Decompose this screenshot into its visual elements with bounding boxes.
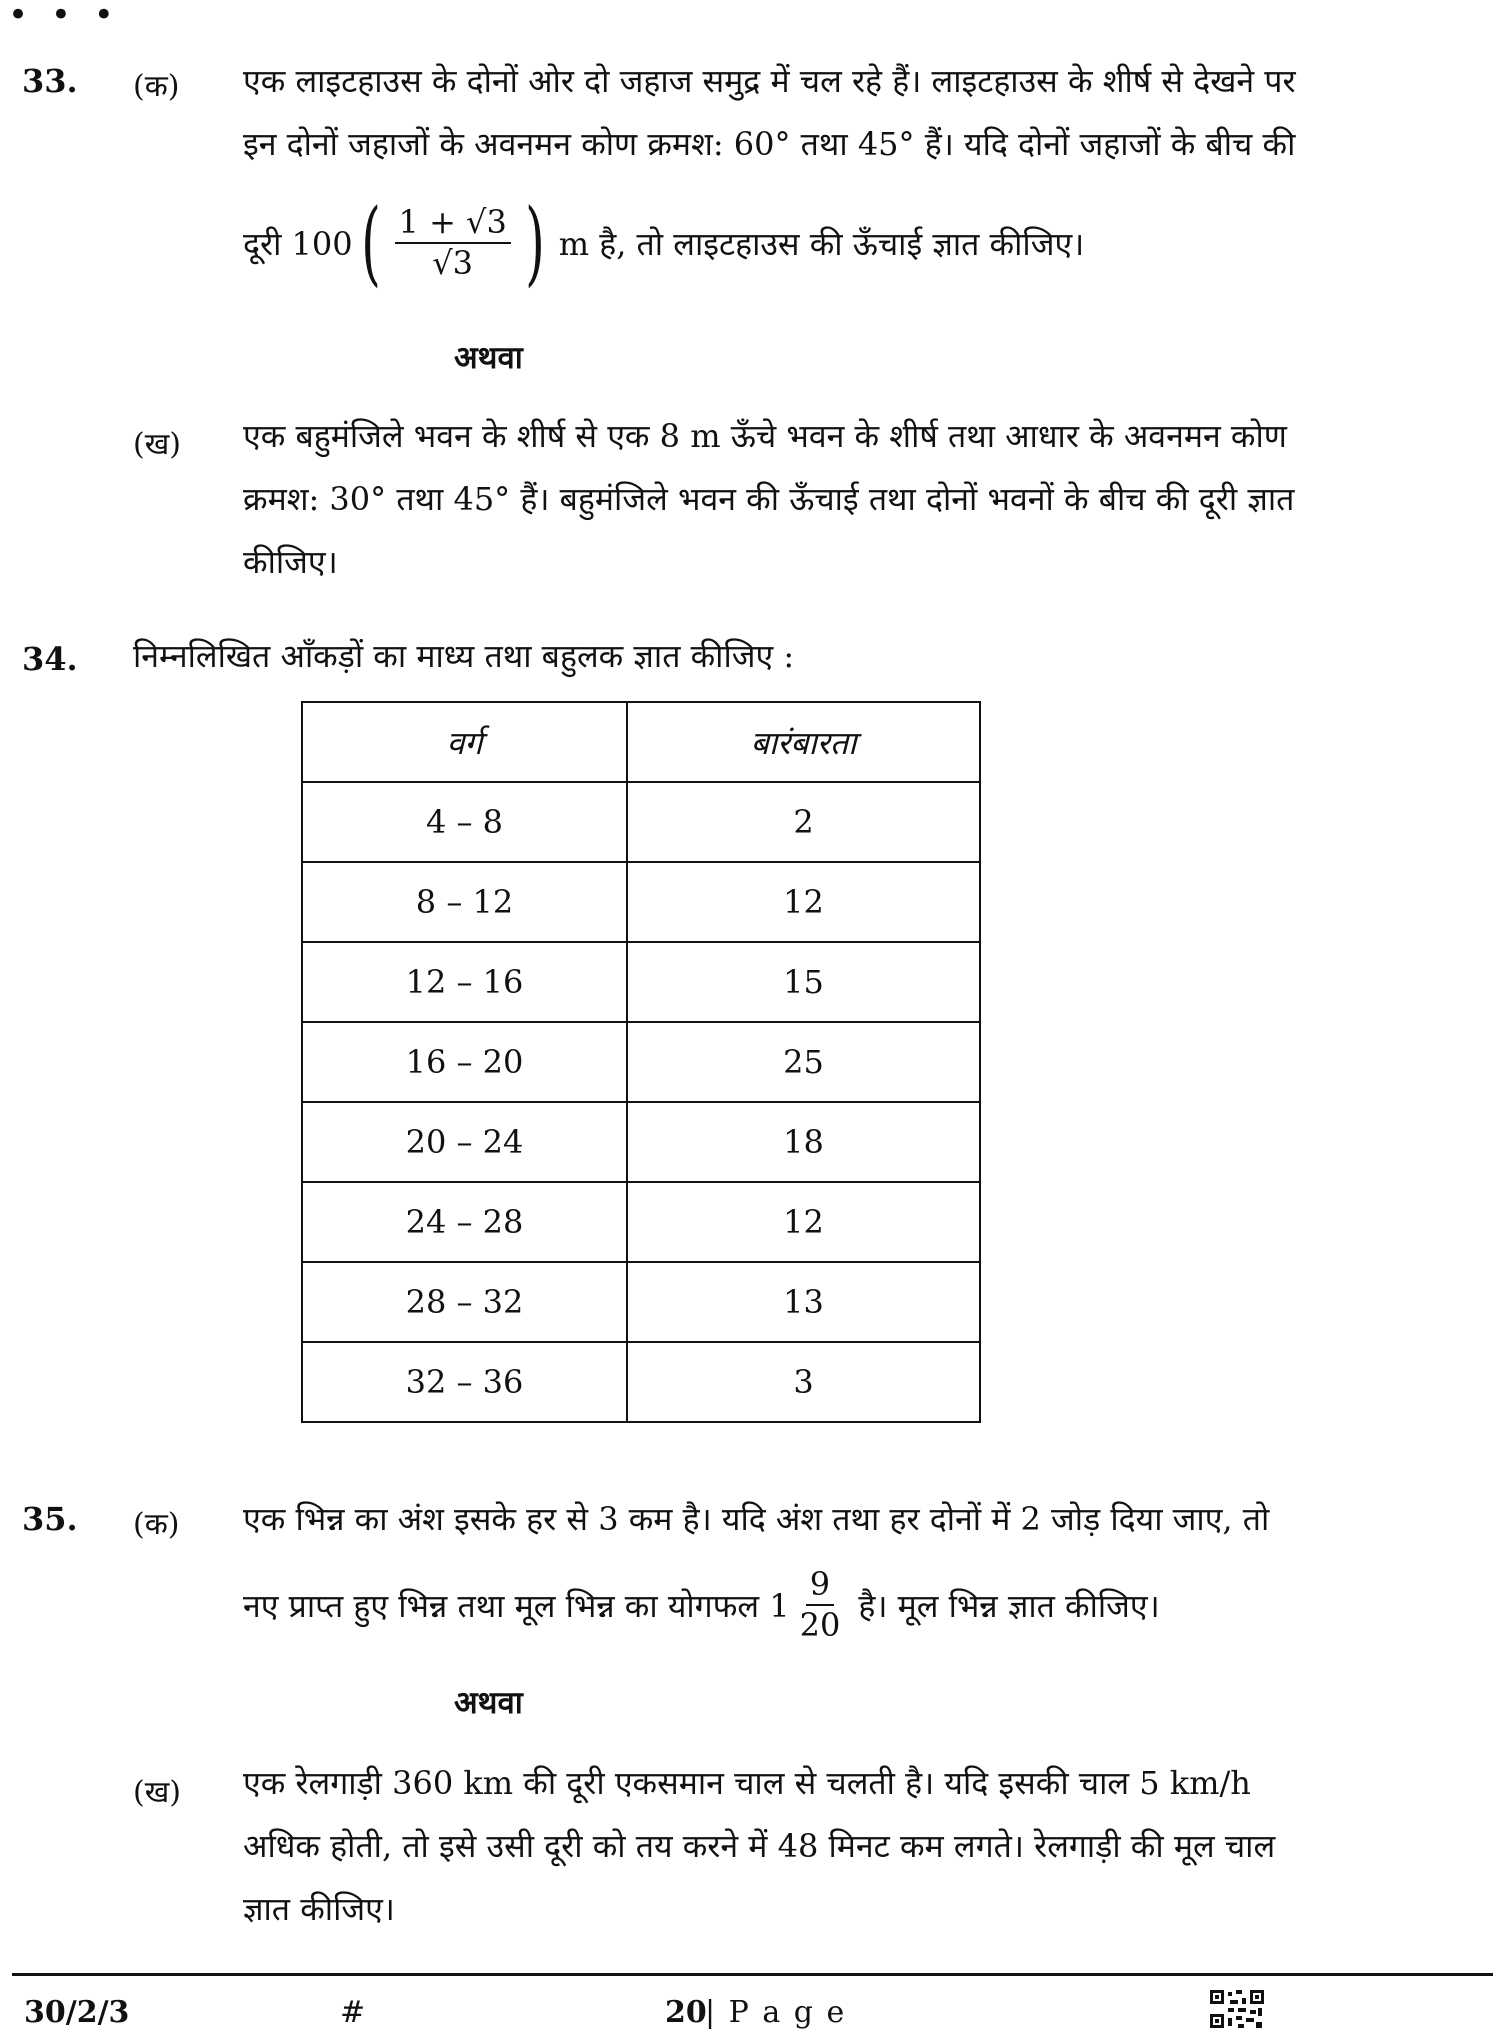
class-cell: 28 – 32 xyxy=(302,1262,627,1342)
q33-frac-denominator: √3 xyxy=(432,244,474,282)
q33-part-b-label: (ख) xyxy=(133,427,181,462)
frequency-cell: 12 xyxy=(627,862,980,942)
table-row xyxy=(302,1262,980,1342)
class-cell: 4 – 8 xyxy=(302,782,627,862)
class-cell: 8 – 12 xyxy=(302,862,627,942)
page-label: | P a g e xyxy=(705,1995,847,2030)
table-row xyxy=(302,1182,980,1262)
q33-dist-prefix: दूरी 100 xyxy=(243,224,353,263)
table-header-row xyxy=(302,702,980,782)
table-header-frequency: बारंबारता xyxy=(627,702,980,782)
left-paren-icon: ( xyxy=(360,189,381,296)
q33-part-a-text xyxy=(243,50,1405,176)
q35-frac-numerator: 9 xyxy=(806,1567,834,1606)
q35-b-line2: अधिक होती, तो इसे उसी दूरी को तय करने में 48 मिनट कम लगते। रेलगाड़ी की मूल चाल xyxy=(243,1827,1276,1865)
q35-frac-denominator: 20 xyxy=(799,1606,841,1644)
table-row xyxy=(302,1102,980,1182)
frequency-cell: 15 xyxy=(627,942,980,1022)
q33-dist-suffix: m है, तो लाइटहाउस की ऊँचाई ज्ञात कीजिए। xyxy=(558,224,1085,263)
q33-b-line3: कीजिए। xyxy=(243,543,338,581)
q35-part-b-label: (ख) xyxy=(133,1775,181,1810)
class-cell: 16 – 20 xyxy=(302,1022,627,1102)
q35-mixed-fraction-line xyxy=(243,1560,1160,1650)
q35-part-a-label: (क) xyxy=(133,1507,180,1542)
q35-a-line1: एक भिन्न का अंश इसके हर से 3 कम है। यदि अंश तथा हर दोनों में 2 जोड़ दिया जाए, तो xyxy=(243,1500,1270,1538)
q33-distance-line xyxy=(243,183,1084,303)
q35-part-a-text xyxy=(243,1488,1405,1551)
frequency-table xyxy=(301,701,981,1423)
frequency-cell: 12 xyxy=(627,1182,980,1262)
question-number-33: 33. xyxy=(22,62,78,100)
class-cell: 20 – 24 xyxy=(302,1102,627,1182)
table-row xyxy=(302,1342,980,1422)
frequency-cell: 2 xyxy=(627,782,980,862)
page-number: 20 xyxy=(665,1995,707,2030)
hash-mark: # xyxy=(340,1995,366,2030)
table-row xyxy=(302,862,980,942)
frequency-cell: 3 xyxy=(627,1342,980,1422)
q35-b-line1: एक रेलगाड़ी 360 km की दूरी एकसमान चाल से चलती है। यदि इसकी चाल 5 km/h xyxy=(243,1764,1251,1802)
qr-code-icon xyxy=(1210,1990,1264,2028)
q35-part-b-text xyxy=(243,1752,1405,1941)
q35-mix-suffix: है। मूल भिन्न ज्ञात कीजिए। xyxy=(858,1586,1160,1625)
frequency-cell: 13 xyxy=(627,1262,980,1342)
frequency-cell: 25 xyxy=(627,1022,980,1102)
table-row xyxy=(302,1022,980,1102)
class-cell: 32 – 36 xyxy=(302,1342,627,1422)
q34-text: निम्नलिखित आँकड़ों का माध्य तथा बहुलक ज्ञात कीजिए : xyxy=(133,637,795,675)
top-dots: • • • xyxy=(8,0,120,35)
q35-or-label: अथवा xyxy=(454,1685,523,1721)
table-row xyxy=(302,782,980,862)
question-number-34: 34. xyxy=(22,640,78,678)
q33-part-a-label: (क) xyxy=(133,69,180,104)
paper-code: 30/2/3 xyxy=(24,1995,130,2030)
q33-part-b-text xyxy=(243,405,1405,594)
right-paren-icon: ) xyxy=(524,189,545,296)
footer-divider xyxy=(12,1973,1493,1976)
q35-b-line3: ज्ञात कीजिए। xyxy=(243,1890,395,1928)
question-number-35: 35. xyxy=(22,1500,78,1538)
q33-b-line2: क्रमश: 30° तथा 45° हैं। बहुमंजिले भवन की ऊँचाई तथा दोनों भवनों के बीच की दूरी ज्ञात xyxy=(243,480,1295,518)
q33-a-line2: इन दोनों जहाजों के अवनमन कोण क्रमश: 60° तथा 45° हैं। यदि दोनों जहाजों के बीच की xyxy=(243,125,1296,163)
q33-or-label: अथवा xyxy=(454,340,523,376)
q35-fraction xyxy=(796,1564,845,1644)
q35-mix-prefix: नए प्राप्त हुए भिन्न तथा मूल भिन्न का योगफल 1 xyxy=(243,1586,790,1625)
q33-a-line1: एक लाइटहाउस के दोनों ओर दो जहाज समुद्र में चल रहे हैं। लाइटहाउस के शीर्ष से देखने पर xyxy=(243,62,1296,100)
table-row xyxy=(302,942,980,1022)
table-header-class: वर्ग xyxy=(302,702,627,782)
q33-frac-numerator: 1 + √3 xyxy=(395,205,511,244)
frequency-cell: 18 xyxy=(627,1102,980,1182)
class-cell: 24 – 28 xyxy=(302,1182,627,1262)
q33-fraction xyxy=(395,202,511,282)
class-cell: 12 – 16 xyxy=(302,942,627,1022)
q33-b-line1: एक बहुमंजिले भवन के शीर्ष से एक 8 m ऊँचे भवन के शीर्ष तथा आधार के अवनमन कोण xyxy=(243,417,1287,455)
